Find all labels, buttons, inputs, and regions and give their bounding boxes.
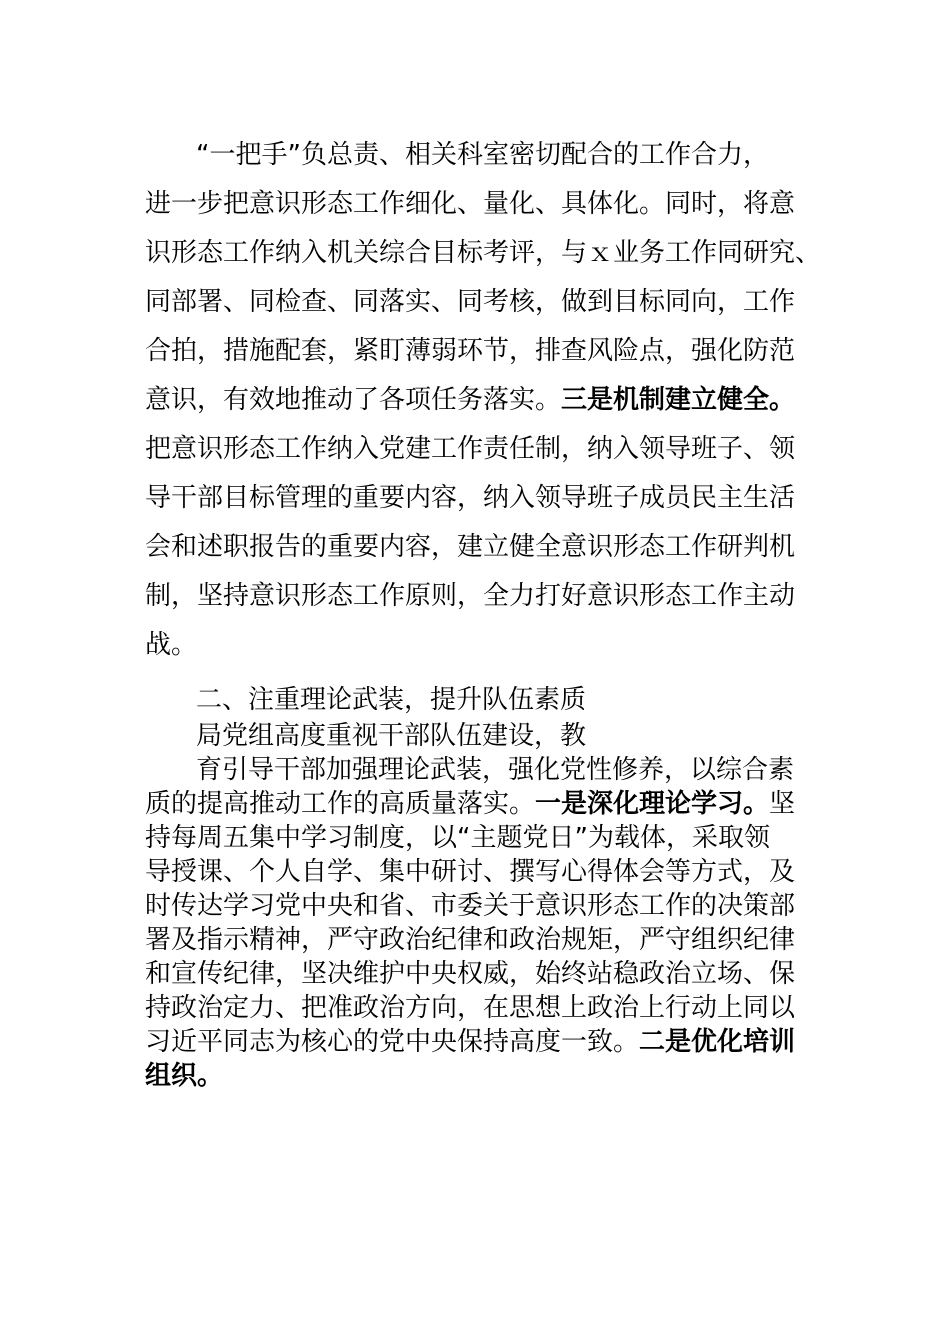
- text-span: 持政治定力、把准政治方向，在思想上政治上行动上同以: [145, 993, 796, 1023]
- paragraph-line: [145, 889, 795, 923]
- text-span: 导授课、个人自学、集中研讨、撰写心得体会等方式，及: [145, 857, 796, 887]
- paragraph-line: [196, 138, 769, 172]
- paragraph-line: [145, 991, 795, 1025]
- text-span: 导干部目标管理的重要内容，纳入领导班子成员民主生活: [145, 483, 796, 513]
- paragraph-line: [145, 957, 795, 991]
- bold-emphasis: 一是深化理论学习。: [535, 789, 770, 819]
- text-span: 制，坚持意识形态工作原则，全力打好意识形态工作主动: [145, 581, 796, 611]
- paragraph-line: [145, 787, 795, 821]
- paragraph-line: [145, 821, 770, 855]
- bold-emphasis: 三是机制建立健全。: [561, 385, 796, 415]
- paragraph-line: [145, 855, 795, 889]
- text-span: 识形态工作纳入机关综合目标考评，与ｘ业务工作同研究、: [145, 238, 822, 268]
- text-span: 持每周五集中学习制度，以“主题党日”为载体，采取领: [145, 823, 770, 853]
- text-span: “一把手”负总责、相关科室密切配合的工作合力，: [196, 140, 769, 170]
- paragraph-line: [145, 923, 795, 957]
- bold-emphasis: 组织。: [145, 1061, 224, 1091]
- paragraph-line: [145, 285, 795, 319]
- paragraph-line: [145, 530, 795, 564]
- text-span: 意识，有效地推动了各项任务落实。: [145, 385, 562, 415]
- text-span: 习近平同志为核心的党中央保持高度一致。: [145, 1027, 640, 1057]
- text-span: 战。: [145, 630, 198, 660]
- text-span: 同部署、同检查、同落实、同考核，做到目标同向，工作: [145, 287, 796, 317]
- text-span: 进一步把意识形态工作细化、量化、具体化。同时，将意: [145, 189, 796, 219]
- text-span: 时传达学习党中央和省、市委关于意识形态工作的决策部: [145, 891, 796, 921]
- text-span: 坚: [769, 789, 796, 819]
- paragraph-line: [145, 1059, 223, 1093]
- text-span: 合拍，措施配套，紧盯薄弱环节，排查风险点，强化防范: [145, 336, 796, 366]
- paragraph-line: [145, 432, 795, 466]
- paragraph-line: [145, 334, 795, 368]
- text-span: 局党组高度重视干部队伍建设，教: [196, 721, 587, 751]
- paragraph-line: [196, 719, 586, 753]
- paragraph-line: [145, 236, 821, 270]
- text-span: 育引导干部加强理论武装，强化党性修养，以综合素: [196, 755, 795, 785]
- section-heading: [196, 683, 586, 717]
- heading-text: 二、注重理论武装，提升队伍素质: [196, 685, 587, 715]
- paragraph-line: [145, 383, 795, 417]
- text-span: 会和述职报告的重要内容，建立健全意识形态工作研判机: [145, 532, 796, 562]
- paragraph-line: [145, 187, 795, 221]
- text-span: 署及指示精神，严守政治纪律和政治规矩，严守组织纪律: [145, 925, 796, 955]
- bold-emphasis: 二是优化培训: [639, 1027, 796, 1057]
- text-span: 把意识形态工作纳入党建工作责任制，纳入领导班子、领: [145, 434, 796, 464]
- paragraph-line: [145, 628, 197, 662]
- paragraph-line: [145, 579, 795, 613]
- paragraph-line: [196, 753, 794, 787]
- text-span: 质的提高推动工作的高质量落实。: [145, 789, 536, 819]
- paragraph-line: [145, 1025, 795, 1059]
- paragraph-line: [145, 481, 795, 515]
- text-span: 和宣传纪律，坚决维护中央权威，始终站稳政治立场、保: [145, 959, 796, 989]
